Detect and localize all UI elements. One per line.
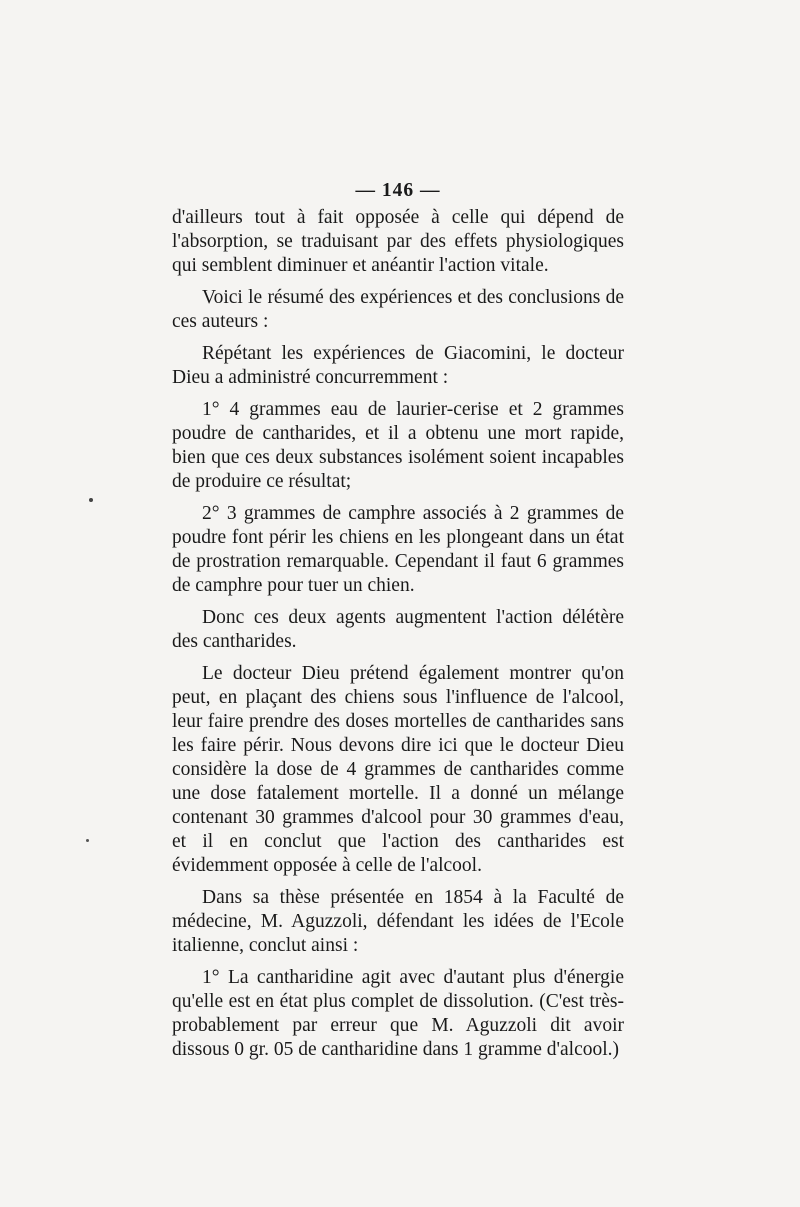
page-number: — 146 — <box>355 180 441 201</box>
page-text <box>172 179 624 1070</box>
paragraph: 1° La cantharidine agit avec d'autant plus d'énergie qu'elle est en état plus complet de dissolution. (C'est très-probablement par erreur que M. Aguzzoli dit avoir dissous 0 gr. 05 de cantharidine dans 1 gramme d'alcool.) <box>172 967 624 1060</box>
ink-speck <box>86 839 89 842</box>
paragraph: Donc ces deux agents augmentent l'action délétère des cantharides. <box>172 607 624 652</box>
paragraph: Voici le résumé des expériences et des conclusions de ces auteurs : <box>172 287 624 332</box>
ink-speck <box>89 498 93 502</box>
paragraph: 2° 3 grammes de camphre associés à 2 grammes de poudre font périr les chiens en les plongeant dans un état de prostration remarquable. Cependant il faut 6 grammes de camphre pour tuer un chien. <box>172 503 624 596</box>
paragraph: Le docteur Dieu prétend également montrer qu'on peut, en plaçant des chiens sous l'influence de l'alcool, leur faire prendre des doses mortelles de cantharides sans les faire périr. Nous devons dire ici que le docteur Dieu considère la dose de 4 grammes de cantharides comme une dose fatalement mortelle. Il a donné un mélange contenant 30 grammes d'alcool pour 30 grammes d'eau, et il en conclut que l'action des cantharides est évidemment opposée à celle de l'alcool. <box>172 663 624 876</box>
paragraph-continuation: d'ailleurs tout à fait opposée à celle qui dépend de l'absorption, se traduisant par des effets physiologiques qui semblent diminuer et anéantir l'action vitale. <box>172 207 624 276</box>
paragraph: Répétant les expériences de Giacomini, le docteur Dieu a administré concurremment : <box>172 343 624 388</box>
paragraph: 1° 4 grammes eau de laurier-cerise et 2 grammes poudre de cantharides, et il a obtenu une mort rapide, bien que ces deux substances isolément soient incapables de produire ce résultat; <box>172 399 624 492</box>
paragraph: Dans sa thèse présentée en 1854 à la Faculté de médecine, M. Aguzzoli, défendant les idées de l'Ecole italienne, conclut ainsi : <box>172 887 624 956</box>
